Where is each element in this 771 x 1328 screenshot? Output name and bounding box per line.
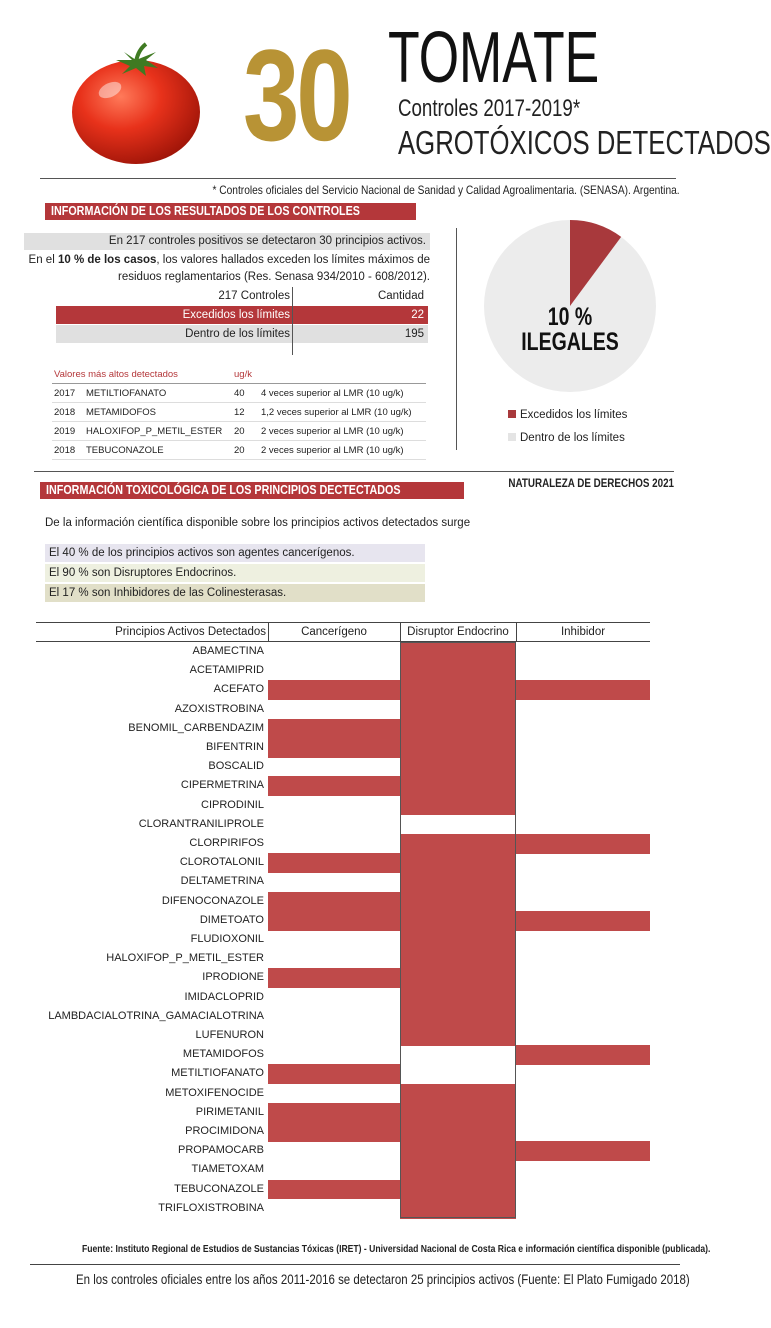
matrix-row-label: ACETAMIPRID — [189, 664, 264, 677]
high-values-row: 2019 HALOXIFOP_P_METIL_ESTER 20 2 veces superior al LMR (10 ug/k) — [52, 422, 426, 441]
matrix-cell-endocrine — [400, 911, 516, 931]
matrix-row-label: CIPRODINIL — [201, 798, 264, 811]
matrix-cell-endocrine — [400, 1103, 516, 1123]
matrix-row-label: LAMBDACIALOTRINA_GAMACIALOTRINA — [48, 1009, 264, 1022]
matrix-cell-inhibitor — [516, 1141, 650, 1161]
legend-swatch — [508, 433, 516, 441]
matrix-cell-endocrine — [400, 680, 516, 700]
matrix-cell-endocrine — [400, 642, 516, 662]
page-subtitle-2: AGROTÓXICOS DETECTADOS — [398, 124, 771, 161]
divider — [30, 1264, 680, 1265]
high-values-row: 2018 METAMIDOFOS 12 1,2 veces superior al LMR (10 ug/k) — [52, 403, 426, 422]
divider — [268, 622, 269, 642]
matrix-cell-carcinogenic — [268, 968, 400, 988]
matrix-header-names: Principios Activos Detectados — [115, 626, 266, 638]
controls-row-exceeded: Excedidos los límites 22 — [56, 306, 428, 324]
matrix-row-label: LUFENURON — [195, 1029, 264, 1041]
matrix-cell-endocrine — [400, 1160, 516, 1180]
matrix-cell-endocrine — [400, 1180, 516, 1200]
matrix-header-inhibitor: Inhibidor — [560, 626, 606, 638]
tox-intro: De la información científica disponible sobre los principios activos detectados surge — [45, 517, 471, 529]
legend-swatch — [508, 410, 516, 418]
matrix-cell-inhibitor — [516, 680, 650, 700]
matrix-row-label: DIMETOATO — [199, 913, 264, 926]
matrix-cell-carcinogenic — [268, 680, 400, 700]
divider — [456, 228, 457, 450]
matrix-row-label: IPRODIONE — [202, 971, 264, 984]
matrix-row-label: CLORANTRANILIPROLE — [138, 817, 264, 830]
matrix-cell-inhibitor — [516, 911, 650, 931]
page-subtitle: Controles 2017-2019* — [398, 95, 581, 122]
matrix-cell-endocrine — [400, 700, 516, 720]
matrix-row-label: DIFENOCONAZOLE — [161, 894, 264, 907]
divider — [400, 622, 401, 642]
controls-row-within: Dentro de los límites 195 — [56, 325, 428, 343]
matrix-row-label: CLOROTALONIL — [179, 856, 264, 869]
matrix-cell-endocrine — [400, 1084, 516, 1104]
matrix-cell-endocrine — [400, 988, 516, 1008]
matrix-header-rule — [36, 622, 650, 623]
matrix-row-label: METILTIOFANATO — [171, 1067, 264, 1080]
bottom-note: En los controles oficiales entre los años 2011-2016 se detectaron 25 principios activos (Fuente: El Plato Fumigado 2018) — [76, 1271, 690, 1287]
matrix-cell-endocrine — [400, 1141, 516, 1161]
matrix-row-label: METAMIDOFOS — [182, 1048, 264, 1061]
matrix-cell-endocrine — [400, 853, 516, 873]
brand-label: NATURALEZA DE DERECHOS 2021 — [508, 476, 674, 490]
footnote: * Controles oficiales del Servicio Nacional de Sanidad y Calidad Agroalimentaria. (SENASA). Argentina. — [212, 183, 680, 197]
pie-center-label: 10 % ILEGALES — [521, 303, 619, 356]
matrix-cell-endocrine — [400, 834, 516, 854]
high-values-table — [52, 365, 426, 460]
matrix-cell-carcinogenic — [268, 776, 400, 796]
matrix-cell-endocrine — [400, 738, 516, 758]
matrix-row-label: ABAMECTINA — [192, 645, 264, 657]
matrix-cell-carcinogenic — [268, 1103, 400, 1123]
matrix-cell-carcinogenic — [268, 892, 400, 912]
results-heading: INFORMACIÓN DE LOS RESULTADOS DE LOS CONTROLES — [45, 203, 416, 220]
source-note: Fuente: Instituto Regional de Estudios de Sustancias Tóxicas (IRET) - Universidad Nacional de Costa Rica e información científica disponible (publicada). — [82, 1244, 711, 1255]
matrix-cell-carcinogenic — [268, 1064, 400, 1084]
matrix-row-label: PROPAMOCARB — [178, 1144, 264, 1157]
divider — [40, 178, 676, 179]
divider — [516, 622, 517, 642]
matrix-header-carcinogenic: Cancerígeno — [301, 626, 367, 638]
matrix-row-label: BIFENTRIN — [205, 741, 264, 753]
matrix-cell-endocrine — [400, 968, 516, 988]
high-values-header: Valores más altos detectados ug/k — [52, 365, 426, 384]
matrix-cell-carcinogenic — [268, 1180, 400, 1200]
matrix-cell-endocrine — [400, 796, 516, 816]
stat-endocrine: El 90 % son Disruptores Endocrinos. — [45, 564, 425, 582]
stat-carcinogenic: El 40 % de los principios activos son agentes cancerígenos. — [45, 544, 425, 562]
matrix-cell-endocrine — [400, 930, 516, 950]
matrix-row-label: METOXIFENOCIDE — [165, 1086, 264, 1099]
matrix-row-label: BOSCALID — [208, 760, 264, 773]
matrix-row-label: AZOXISTROBINA — [174, 702, 264, 715]
matrix-cell-endocrine — [400, 872, 516, 892]
controls-table-header: 217 Controles Cantidad — [218, 290, 424, 302]
matrix-row-label: FLUDIOXONIL — [190, 933, 264, 945]
matrix-row-label: TRIFLOXISTROBINA — [158, 1201, 264, 1214]
matrix-row-label: ACEFATO — [213, 683, 264, 696]
results-line-1: En el 10 % de los casos, los valores hallados exceden los límites máximos de — [28, 254, 430, 266]
matrix-row-label: TIAMETOXAM — [191, 1163, 264, 1176]
matrix-row-label: IMIDACLOPRID — [184, 990, 264, 1003]
divider — [34, 471, 674, 472]
matrix-cell-carcinogenic — [268, 1122, 400, 1142]
tomato-image — [66, 38, 206, 168]
matrix-cell-inhibitor — [516, 1045, 650, 1065]
matrix-cell-endocrine — [400, 661, 516, 681]
matrix-cell-endocrine — [400, 776, 516, 796]
matrix-cell-endocrine — [400, 1026, 516, 1046]
matrix-cell-endocrine — [400, 1007, 516, 1027]
controls-table — [56, 287, 428, 343]
matrix-row-label: TEBUCONAZOLE — [174, 1182, 264, 1195]
matrix-cell-endocrine — [400, 719, 516, 739]
big-number: 30 — [243, 22, 350, 168]
matrix-cell-carcinogenic — [268, 719, 400, 739]
matrix-row-label: HALOXIFOP_P_METIL_ESTER — [106, 952, 264, 965]
legend-within: Dentro de los límites — [508, 431, 625, 445]
matrix-cell-endocrine — [400, 1122, 516, 1142]
high-values-row: 2018 TEBUCONAZOLE 20 2 veces superior al LMR (10 ug/k) — [52, 441, 426, 460]
matrix-cell-endocrine — [400, 757, 516, 777]
matrix-cell-endocrine — [400, 1199, 516, 1219]
stat-inhibitor: El 17 % son Inhibidores de las Colinesterasas. — [45, 584, 425, 602]
high-values-row: 2017 METILTIOFANATO 40 4 veces superior al LMR (10 ug/k) — [52, 384, 426, 403]
divider — [292, 287, 293, 355]
matrix-cell-carcinogenic — [268, 911, 400, 931]
tox-heading: INFORMACIÓN TOXICOLÓGICA DE LOS PRINCIPIOS DECTECTADOS — [40, 482, 464, 499]
matrix-row-label: CIPERMETRINA — [180, 779, 264, 792]
matrix-cell-inhibitor — [516, 834, 650, 854]
page-title: TOMATE — [388, 18, 600, 98]
matrix-cell-carcinogenic — [268, 853, 400, 873]
matrix-row-label: PIRIMETANIL — [195, 1105, 264, 1118]
matrix-header-endocrine: Disruptor Endocrino — [407, 626, 509, 638]
matrix-cell-endocrine — [400, 949, 516, 969]
matrix-row-label: CLORPIRIFOS — [189, 837, 264, 849]
legend-exceeded: Excedidos los límites — [508, 408, 627, 422]
matrix-cell-carcinogenic — [268, 738, 400, 758]
matrix-cell-endocrine — [400, 892, 516, 912]
matrix-row-label: DELTAMETRINA — [180, 875, 264, 888]
results-line-2: residuos reglamentarios (Res. Senasa 934/2010 - 608/2012). — [118, 271, 430, 283]
results-summary: En 217 controles positivos se detectaron 30 principios activos. — [24, 233, 430, 250]
matrix-row-label: PROCIMIDONA — [185, 1125, 264, 1137]
matrix-row-label: BENOMIL_CARBENDAZIM — [128, 721, 264, 734]
